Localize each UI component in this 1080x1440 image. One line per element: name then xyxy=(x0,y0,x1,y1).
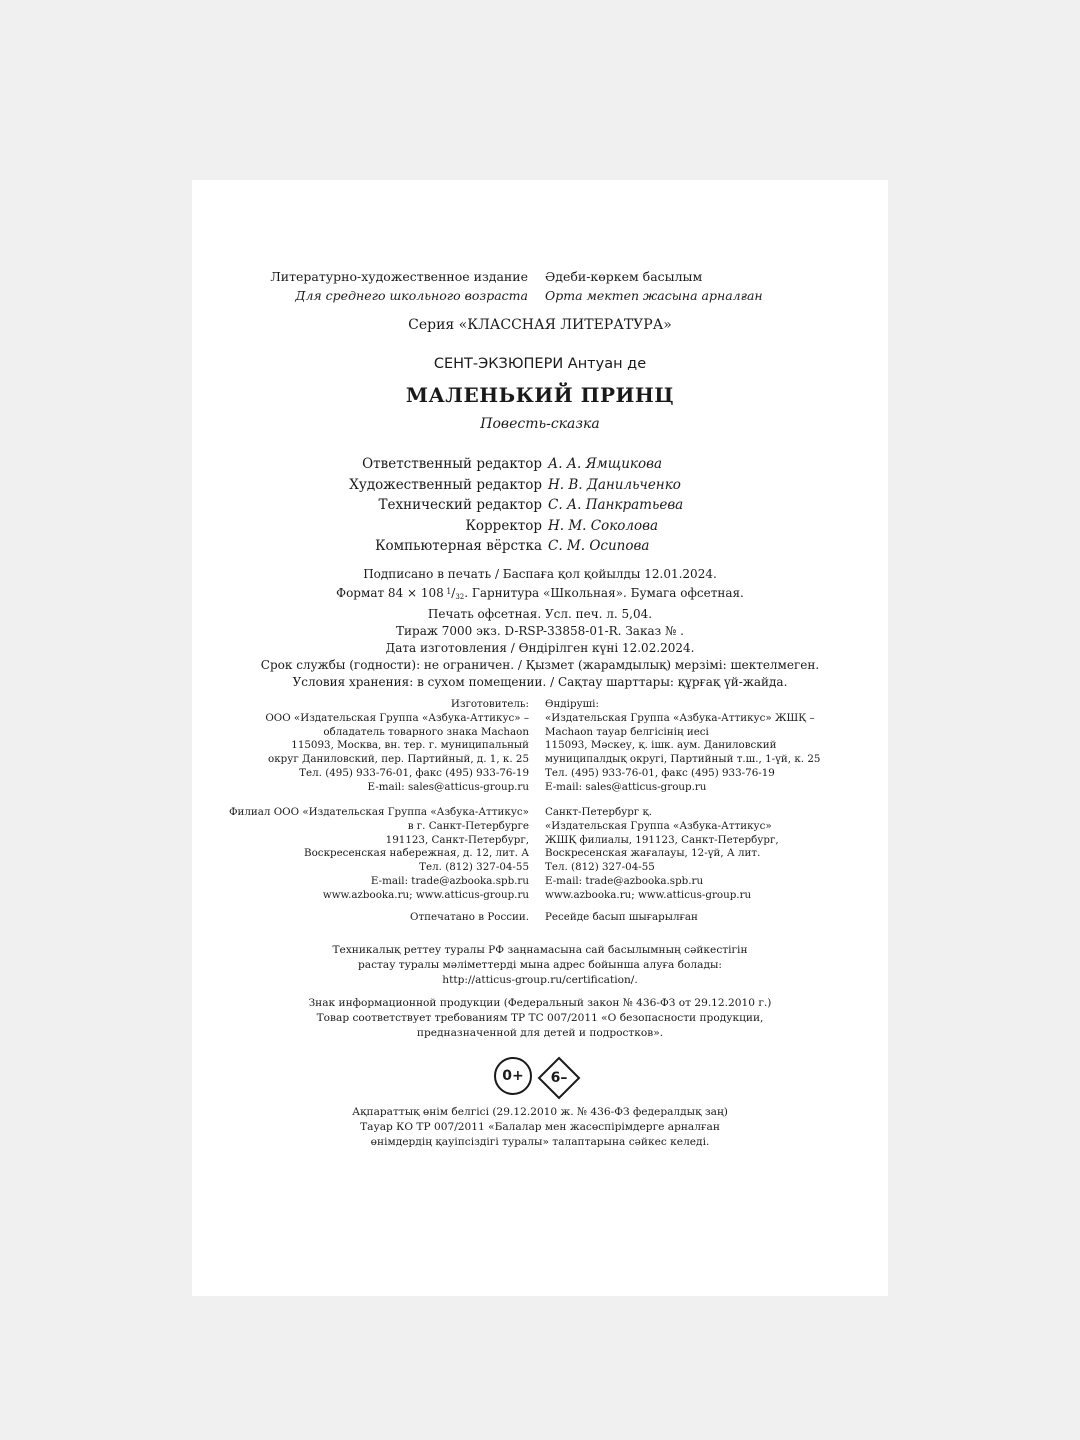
branch-line: в г. Санкт-Петербурге xyxy=(407,819,529,832)
branch-line: ЖШҚ филиалы, 191123, Санкт-Петербург, xyxy=(545,833,779,846)
manufacturer-line: муниципалдық округі, Партийный т.ш., 1-үй, к. 25 xyxy=(545,753,821,766)
run-line: Тираж 7000 экз. D-RSP-33858-01-R. Заказ № . xyxy=(396,624,684,638)
info-sign-kz-line: өнімдердің қауіпсіздігі туралы» талаптарына сәйкес келеді. xyxy=(370,1136,710,1148)
printed-in-kz: Ресейде басып шығарылған xyxy=(545,911,698,923)
manufacturer-line: Изготовитель: xyxy=(450,698,529,710)
info-sign-kz-line: Тауар КО ТР 007/2011 «Балалар мен жасөспірімдерге арналған xyxy=(360,1121,720,1133)
manufacturer-line: 115093, Мәскеу, қ. ішк. аум. Даниловский xyxy=(545,739,777,752)
manufacturer-ru xyxy=(199,698,529,795)
print-line: Печать офсетная. Усл. печ. л. 5,04. xyxy=(427,607,653,621)
info-sign-ru xyxy=(192,996,888,1041)
manufacturer-line: Тел. (495) 933-76-01, факс (495) 933-76-19 xyxy=(299,766,529,779)
credit-row xyxy=(192,536,888,557)
certification-line: http://atticus-group.ru/certification/. xyxy=(442,974,638,986)
info-sign-kz xyxy=(192,1105,888,1150)
credit-row xyxy=(192,516,888,537)
age-rating-diamond-label: 6– xyxy=(550,1070,568,1086)
credit-name: С. М. Осипова xyxy=(548,538,650,554)
credit-name: Н. В. Данильченко xyxy=(548,476,681,493)
series-line: Серия «КЛАССНАЯ ЛИТЕРАТУРА» xyxy=(408,317,672,333)
branch-line: Тел. (812) 327-04-55 xyxy=(419,861,529,874)
branch-line: www.azbooka.ru; www.atticus-group.ru xyxy=(322,888,529,901)
technical-details xyxy=(192,566,888,691)
manufacturer-line: Machaon тауар белгісінің иесі xyxy=(545,725,709,738)
storage-conditions: Условия хранения: в сухом помещении. / Сақтау шарттары: құрғақ үй-жайда. xyxy=(292,675,788,689)
manufacturer-line: округ Даниловский, пер. Партийный, д. 1, к. 25 xyxy=(268,753,529,766)
signed-date: Подписано в печать / Баспаға қол қойылды 12.01.2024. xyxy=(363,567,717,581)
edition-type-kz: Әдеби-көркем басылым xyxy=(545,269,703,284)
certification-line: Техникалық реттеу туралы РФ заңнамасына сай басылымның сәйкестігін xyxy=(332,944,748,956)
printed-in-ru: Отпечатано в России. xyxy=(410,911,529,923)
format-prefix: Формат 84 × 108 xyxy=(336,586,444,600)
header-left xyxy=(208,267,528,305)
age-badges xyxy=(192,1056,888,1100)
credits xyxy=(192,454,888,557)
credit-name: С. А. Панкратьева xyxy=(548,497,684,513)
branch-line: E-mail: trade@azbooka.spb.ru xyxy=(545,874,704,887)
manufacturer-line: E-mail: sales@atticus-group.ru xyxy=(367,780,529,793)
branch-line: Тел. (812) 327-04-55 xyxy=(545,861,655,874)
age-group-kz: Орта мектеп жасына арналған xyxy=(545,288,763,303)
credit-row xyxy=(192,454,888,475)
manufacturer-line: 115093, Москва, вн. тер. г. муниципальный xyxy=(291,739,529,752)
manufacturer-line: обладатель товарного знака Machaon xyxy=(323,725,529,738)
header-right xyxy=(545,267,865,305)
credit-row xyxy=(192,475,888,496)
author-line: СЕНТ-ЭКЗЮПЕРИ Антуан де xyxy=(433,356,647,372)
book-title: МАЛЕНЬКИЙ ПРИНЦ xyxy=(405,383,675,407)
manufacturer-line: Тел. (495) 933-76-01, факс (495) 933-76-19 xyxy=(545,766,775,779)
credit-name: А. А. Ямщикова xyxy=(548,456,663,472)
credit-row xyxy=(192,495,888,516)
manufacturer-line: ООО «Издательская Группа «Азбука-Аттикус» – xyxy=(265,711,529,724)
certification-note xyxy=(192,943,888,988)
manufacturer-line: «Издательская Группа «Азбука-Аттикус» ЖШҚ – xyxy=(545,711,815,724)
age-rating-diamond-icon xyxy=(537,1056,581,1100)
credit-role: Компьютерная вёрстка xyxy=(375,538,542,554)
branch-kz xyxy=(545,806,875,903)
info-sign-line: предназначенной для детей и подростков». xyxy=(416,1027,664,1039)
format-suffix: . Гарнитура «Школьная». Бумага офсетная. xyxy=(464,586,744,600)
book-imprint-page xyxy=(192,180,888,1296)
format-line: Формат 84 × 108 $^1$/32. Гарнитура «Школьная». Бумага офсетная. xyxy=(336,586,744,601)
manufacturer-line: E-mail: sales@atticus-group.ru xyxy=(545,780,707,793)
book-subtitle: Повесть-сказка xyxy=(480,416,600,432)
branch-line: Филиал ООО «Издательская Группа «Азбука-Аттикус» xyxy=(228,806,529,818)
credit-role: Технический редактор xyxy=(378,497,542,513)
service-life: Срок службы (годности): не ограничен. / Қызмет (жарамдылық) мерзімі: шектелмеген. xyxy=(260,658,820,672)
branch-ru xyxy=(199,806,529,903)
info-sign-line: Знак информационной продукции (Федеральный закон № 436-ФЗ от 29.12.2010 г.) xyxy=(308,997,772,1009)
age-rating-circle-label: 0+ xyxy=(502,1068,524,1084)
credit-role: Ответственный редактор xyxy=(362,456,542,472)
age-rating-circle-icon xyxy=(494,1057,532,1095)
branch-line: E-mail: trade@azbooka.spb.ru xyxy=(370,874,529,887)
certification-line: растау туралы мәліметтерді мына адрес бойынша алуға болады: xyxy=(358,959,722,971)
branch-line: «Издательская Группа «Азбука-Аттикус» xyxy=(545,819,772,832)
age-group-ru: Для среднего школьного возраста xyxy=(295,288,528,303)
manufacturer-line: Өндіруші: xyxy=(545,698,599,710)
info-sign-line: Товар соответствует требованиям ТР ТС 007/2011 «О безопасности продукции, xyxy=(316,1012,764,1024)
credit-role: Художественный редактор xyxy=(349,476,542,493)
info-sign-kz-line: Ақпараттық өнім белгісі (29.12.2010 ж. № 436-ФЗ федералдық заң) xyxy=(352,1106,728,1118)
branch-line: Воскресенская набережная, д. 12, лит. А xyxy=(304,847,529,860)
branch-line: www.azbooka.ru; www.atticus-group.ru xyxy=(545,888,752,901)
format-numerator: 1 xyxy=(446,587,452,596)
edition-type-ru: Литературно-художественное издание xyxy=(270,269,528,284)
branch-line: Санкт-Петербург қ. xyxy=(545,806,652,818)
credit-name: Н. М. Соколова xyxy=(548,517,659,534)
manufacturer-kz xyxy=(545,698,875,795)
made-date: Дата изготовления / Өндірілген күні 12.02.2024. xyxy=(385,641,695,655)
format-denominator: 32 xyxy=(455,593,465,601)
credit-role: Корректор xyxy=(465,517,542,534)
branch-line: 191123, Санкт-Петербург, xyxy=(385,833,529,846)
branch-line: Воскресенская жағалауы, 12-үй, А лит. xyxy=(545,847,761,860)
